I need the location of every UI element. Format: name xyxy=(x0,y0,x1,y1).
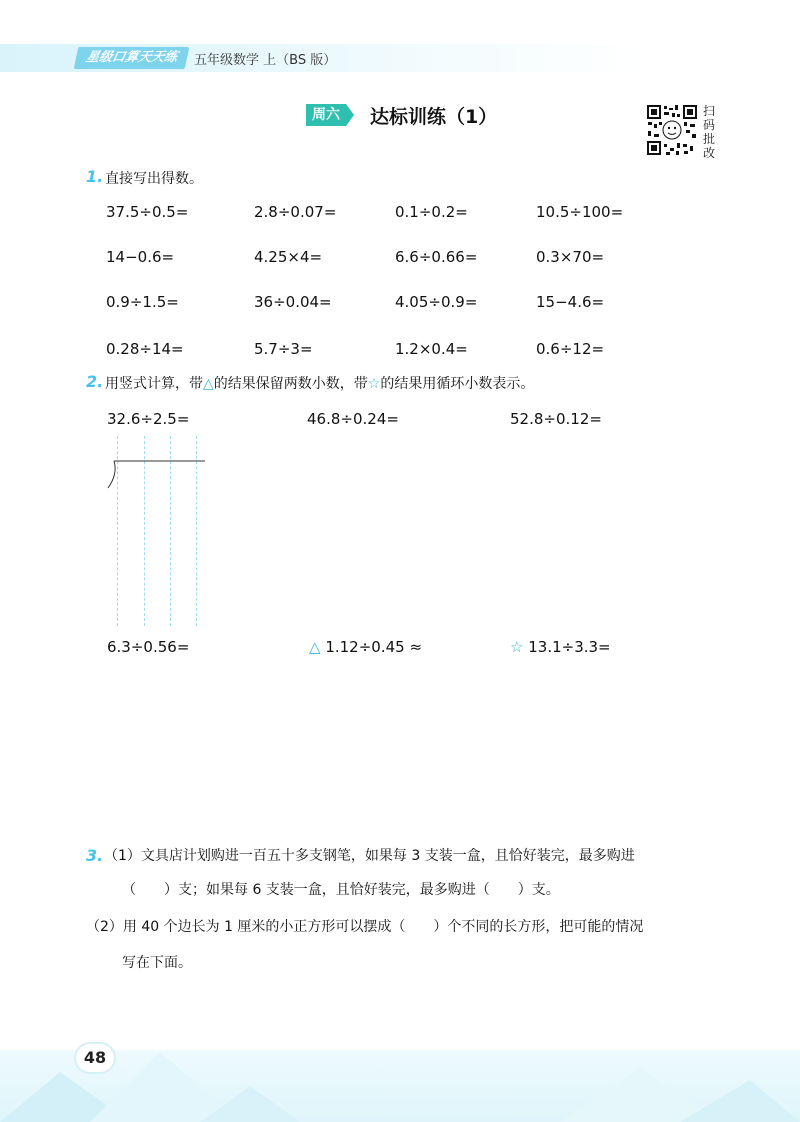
q1-item: 0.28÷14= xyxy=(106,340,184,358)
q2-prompt-part-b: 的结果保留两数小数，带 xyxy=(213,376,368,392)
triangle-icon: △ xyxy=(203,376,214,392)
q2-item: 46.8÷0.24= xyxy=(307,410,399,428)
q1-item: 4.25×4= xyxy=(254,248,323,266)
q1-item: 36÷0.04= xyxy=(254,293,332,311)
q2-number: 2. xyxy=(86,372,104,391)
q2-prompt-part-c: 的结果用循环小数表示。 xyxy=(380,376,535,392)
q2-item-with-mark xyxy=(510,638,611,656)
q1-item: 6.6÷0.66= xyxy=(395,248,478,266)
q2-item: 32.6÷2.5= xyxy=(107,410,190,428)
q1-prompt: 直接写出得数。 xyxy=(105,171,203,187)
q2-item: 13.1÷3.3= xyxy=(528,638,611,656)
q3-number: 3. xyxy=(86,846,104,865)
footer-band xyxy=(0,1050,800,1122)
q1-item: 10.5÷100= xyxy=(536,203,624,221)
page-number: 48 xyxy=(76,1044,114,1072)
q1-item: 4.05÷0.9= xyxy=(395,293,478,311)
page-title: 达标训练（1） xyxy=(370,106,498,128)
star-icon: ☆ xyxy=(510,638,524,656)
q3-part2-line2: 写在下面。 xyxy=(122,955,192,971)
footer-mountains xyxy=(0,1050,800,1122)
star-icon: ☆ xyxy=(367,376,381,392)
q1-item: 2.8÷0.07= xyxy=(254,203,337,221)
scan-to-grade-label: 扫码批改 xyxy=(703,104,716,160)
q1-item: 37.5÷0.5= xyxy=(106,203,189,221)
q1-item: 0.9÷1.5= xyxy=(106,293,179,311)
q2-item: 1.12÷0.45 ≈ xyxy=(325,638,423,656)
q1-item: 5.7÷3= xyxy=(254,340,313,358)
q2-item: 6.3÷0.56= xyxy=(107,638,190,656)
q2-item: 52.8÷0.12= xyxy=(510,410,602,428)
q1-number: 1. xyxy=(86,167,104,186)
subject-label: 五年级数学 上（BS 版） xyxy=(194,53,337,68)
q1-item: 0.3×70= xyxy=(536,248,605,266)
q1-item: 1.2×0.4= xyxy=(395,340,468,358)
q1-item: 14−0.6= xyxy=(106,248,175,266)
q3-part2-line1: （2）用 40 个边长为 1 厘米的小正方形可以摆成（ ）个不同的长方形，把可能的情况 xyxy=(86,919,644,935)
qr-code-icon[interactable] xyxy=(646,104,698,156)
q2-prompt-part-a: 用竖式计算，带 xyxy=(105,376,203,392)
q1-item: 15−4.6= xyxy=(536,293,605,311)
q2-item-with-mark xyxy=(309,638,422,656)
q3-part1-line1: （1）文具店计划购进一百五十多支钢笔，如果每 3 支装一盒，且恰好装完，最多购进 xyxy=(104,848,635,864)
q2-prompt xyxy=(105,373,534,393)
triangle-icon: △ xyxy=(309,638,321,656)
day-tag: 周六 xyxy=(306,104,346,126)
long-division-guide xyxy=(100,430,220,630)
series-tag: 星级口算天天练 xyxy=(74,47,190,69)
q1-item: 0.6÷12= xyxy=(536,340,605,358)
q3-part1-line2: （ ）支；如果每 6 支装一盒，且恰好装完，最多购进（ ）支。 xyxy=(122,882,560,898)
division-bracket-icon xyxy=(100,430,220,500)
q1-item: 0.1÷0.2= xyxy=(395,203,468,221)
